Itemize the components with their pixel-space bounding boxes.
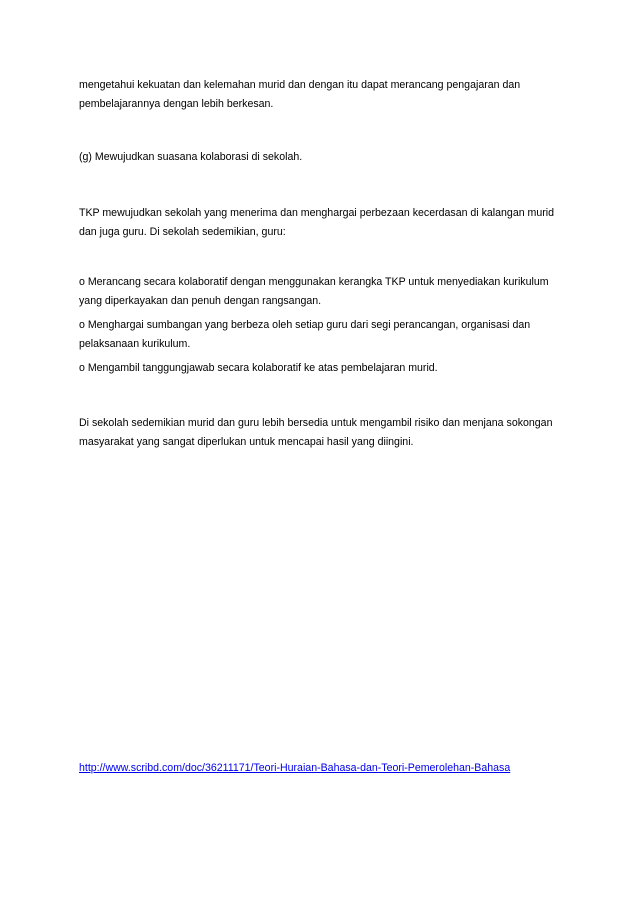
text-line: masyarakat yang sangat diperlukan untuk mencapai hasil yang diingini. <box>79 436 414 448</box>
paragraph-conclusion <box>79 414 569 452</box>
text-line: o Mengambil tanggungjawab secara kolaboratif ke atas pembelajaran murid. <box>79 362 438 374</box>
text-line: Di sekolah sedemikian murid dan guru lebih bersedia untuk mengambil risiko dan menjana sokongan <box>79 417 553 429</box>
paragraph-continuation <box>79 76 569 114</box>
bullet-item-menghargai <box>79 316 569 354</box>
bullet-item-mengambil <box>79 359 569 378</box>
bullet-item-merancang <box>79 273 569 311</box>
text-line: yang diperkayakan dan penuh dengan rangsangan. <box>79 295 322 307</box>
text-line: pelaksanaan kurikulum. <box>79 338 191 350</box>
text-line: TKP mewujudkan sekolah yang menerima dan menghargai perbezaan kecerdasan di kalangan murid <box>79 207 555 219</box>
text-line: o Menghargai sumbangan yang berbeza oleh setiap guru dari segi perancangan, organisasi dan <box>79 319 531 331</box>
section-heading-g <box>79 148 569 167</box>
text-line: (g) Mewujudkan suasana kolaborasi di sekolah. <box>79 151 303 163</box>
text-line: pembelajarannya dengan lebih berkesan. <box>79 98 274 110</box>
text-line: o Merancang secara kolaboratif dengan menggunakan kerangka TKP untuk menyediakan kurikulum <box>79 276 549 288</box>
source-reference <box>79 759 569 778</box>
text-line: dan juga guru. Di sekolah sedemikian, guru: <box>79 226 286 238</box>
source-link[interactable]: http://www.scribd.com/doc/36211171/Teori-Huraian-Bahasa-dan-Teori-Pemerolehan-Bahasa <box>79 762 511 774</box>
text-line: mengetahui kekuatan dan kelemahan murid dan dengan itu dapat merancang pengajaran dan <box>79 79 521 91</box>
paragraph-tkp <box>79 204 569 242</box>
